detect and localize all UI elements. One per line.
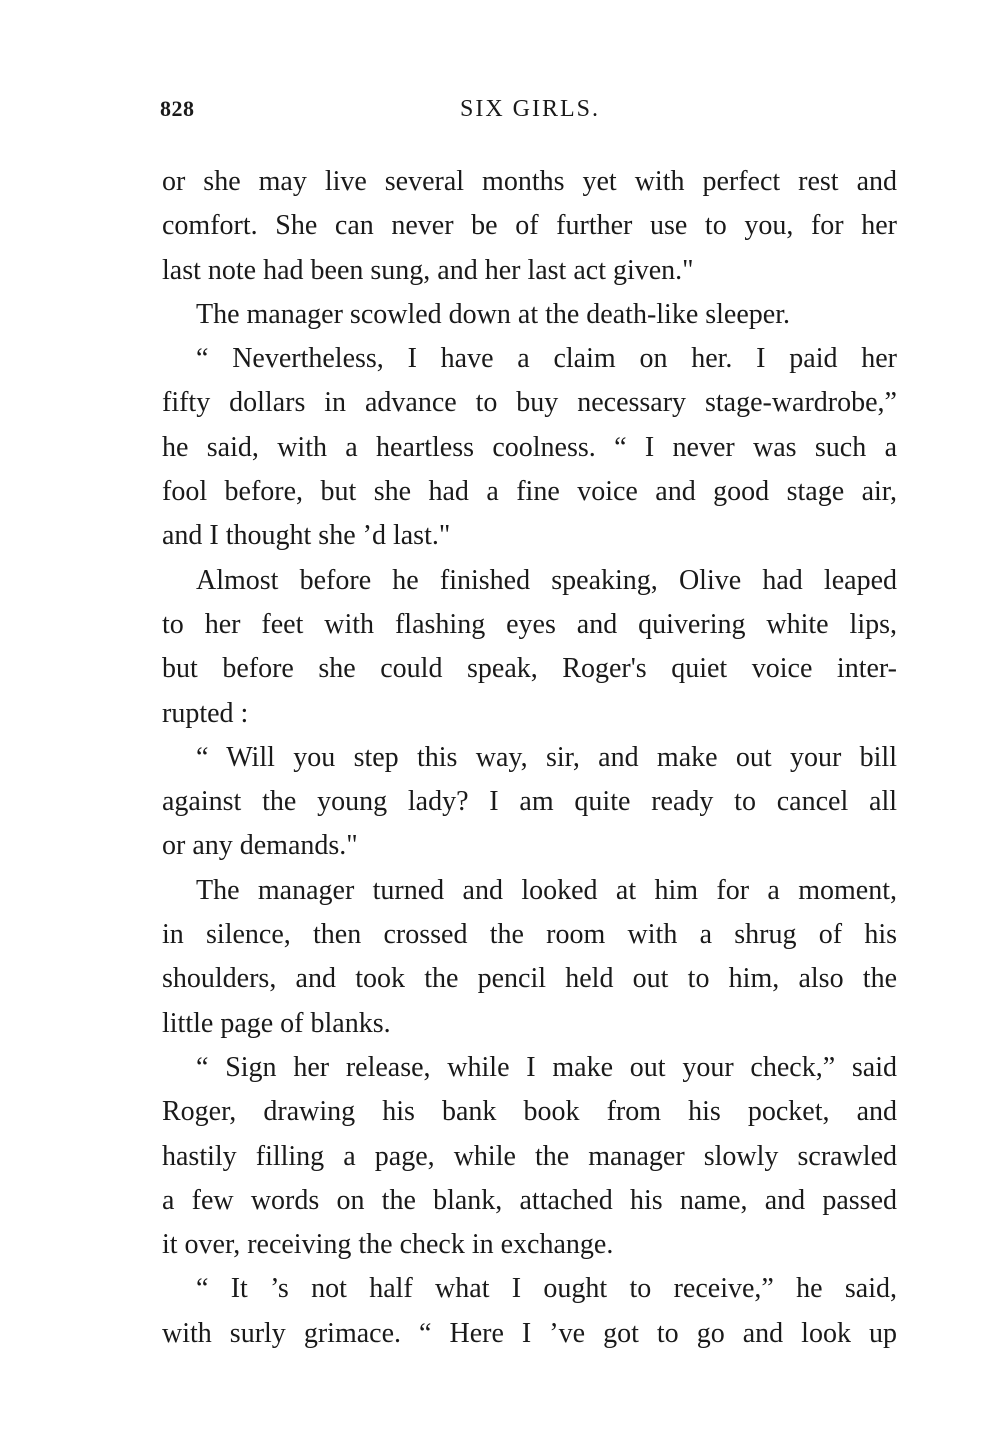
text-line: last note had been sung, and her last act given.": [162, 254, 694, 286]
text-line: “ Nevertheless, I have a claim on her. I paid her: [196, 343, 897, 375]
text-line: Almost before he finished speaking, Olive had leaped: [196, 564, 897, 596]
text-line: The manager turned and looked at him for a moment,: [196, 874, 897, 906]
text-line: against the young lady? I am quite ready to cancel all: [162, 786, 897, 818]
text-line: fifty dollars in advance to buy necessary stage-wardrobe,”: [162, 387, 897, 419]
text-line: to her feet with flashing eyes and quivering white lips,: [162, 608, 897, 640]
text-line: or she may live several months yet with perfect rest and: [162, 166, 897, 197]
text-line: or any demands.": [162, 830, 358, 862]
text-line: fool before, but she had a fine voice and good stage air,: [162, 476, 897, 508]
text-line: “ It ’s not half what I ought to receive,” he said,: [196, 1273, 897, 1305]
text-line: he said, with a heartless coolness. “ I never was such a: [162, 431, 897, 463]
running-head: [160, 96, 900, 126]
text-line: but before she could speak, Roger's quiet voice inter-: [162, 653, 897, 685]
text-line: with surly grimace. “ Here I ’ve got to go and look up: [162, 1317, 897, 1349]
body-text: [162, 160, 897, 1356]
text-line: a few words on the blank, attached his name, and passed: [162, 1184, 897, 1216]
text-line: little page of blanks.: [162, 1007, 391, 1039]
running-title: SIX GIRLS.: [459, 96, 600, 122]
text-line: hastily filling a page, while the manager slowly scrawled: [162, 1140, 897, 1172]
page-number: 828: [160, 96, 195, 121]
text-line: rupted :: [162, 697, 249, 729]
text-line: comfort. She can never be of further use to you, for her: [162, 210, 897, 242]
text-line: “ Sign her release, while I make out your check,” said: [196, 1051, 897, 1083]
text-line: The manager scowled down at the death-like sleeper.: [196, 298, 790, 330]
text-line: it over, receiving the check in exchange.: [162, 1229, 614, 1261]
text-line: and I thought she ’d last.": [162, 520, 451, 552]
text-line: in silence, then crossed the room with a shrug of his: [162, 919, 897, 951]
text-line: “ Will you step this way, sir, and make out your bill: [196, 741, 897, 773]
text-line: Roger, drawing his bank book from his pocket, and: [162, 1096, 897, 1128]
text-line: shoulders, and took the pencil held out to him, also the: [162, 963, 897, 995]
